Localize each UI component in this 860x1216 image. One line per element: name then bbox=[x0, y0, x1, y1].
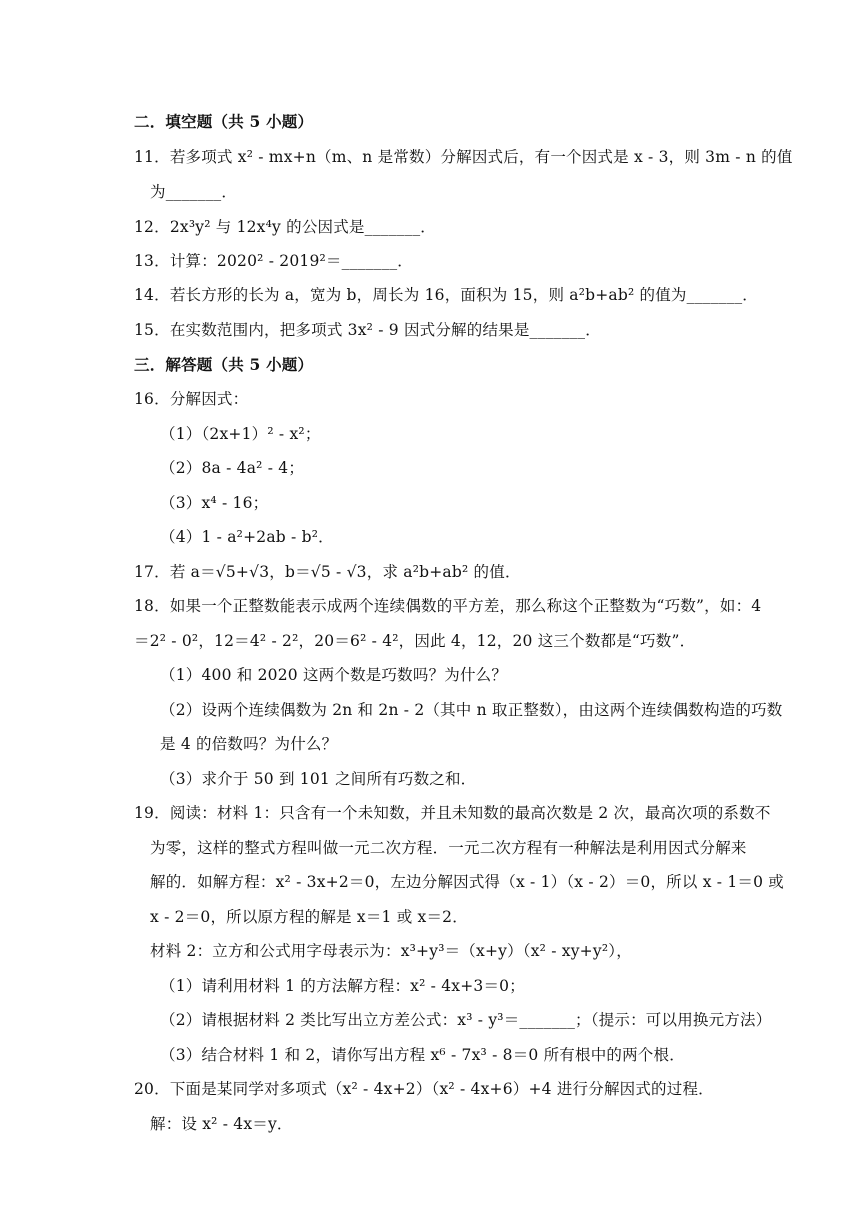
question-12: 12．2x³y² 与 12x⁴y 的公因式是_______． bbox=[134, 218, 436, 236]
question-16: 16．分解因式： bbox=[134, 390, 249, 408]
question-17: 17．若 a＝√5+√3，b＝√5 - √3，求 a²b+ab² 的值． bbox=[134, 563, 521, 581]
question-19-part-1: （1）请利用材料 1 的方法解方程：x² - 4x+3＝0； bbox=[160, 977, 525, 995]
section-heading-answer: 三．解答题（共 5 小题） bbox=[134, 355, 314, 374]
question-18-part-3: （3）求介于 50 到 101 之间所有巧数之和． bbox=[160, 770, 477, 788]
question-14: 14．若长方形的长为 a，宽为 b，周长为 16，面积为 15，则 a²b+ab² 的值为_______． bbox=[134, 286, 758, 304]
question-16-part-1: （1）（2x+1）² - x²； bbox=[160, 425, 321, 443]
question-19-material-2: 材料 2：立方和公式用字母表示为：x³+y³＝（x+y）（x² - xy+y²）， bbox=[150, 942, 632, 960]
question-18-part-1: （1）400 和 2020 这两个数是巧数吗？为什么？ bbox=[160, 666, 508, 684]
question-19-part-2: （2）请根据材料 2 类比写出立方差公式：x³ - y³＝_______；（提示：可以用换元方法） bbox=[160, 1011, 772, 1029]
question-16-part-2: （2）8a - 4a² - 4； bbox=[160, 459, 305, 477]
question-16-part-3: （3）x⁴ - 16； bbox=[160, 494, 269, 512]
question-13: 13．计算：2020² - 2019²＝_______． bbox=[134, 252, 413, 270]
question-18-part-2-cont: 是 4 的倍数吗？为什么？ bbox=[160, 735, 338, 753]
question-11-cont: 为_______． bbox=[150, 183, 238, 201]
question-19-cont-1: 为零，这样的整式方程叫做一元二次方程．一元二次方程有一种解法是利用因式分解来 bbox=[150, 839, 747, 857]
question-20: 20．下面是某同学对多项式（x² - 4x+2）（x² - 4x+6）+4 进行分解因式的过程． bbox=[134, 1080, 714, 1098]
section-heading-fill-blank: 二．填空题（共 5 小题） bbox=[134, 112, 314, 131]
question-19-part-3: （3）结合材料 1 和 2，请你写出方程 x⁶ - 7x³ - 8＝0 所有根中的两个根． bbox=[160, 1046, 685, 1064]
question-15: 15．在实数范围内，把多项式 3x² - 9 因式分解的结果是_______． bbox=[134, 321, 601, 339]
question-19-cont-2: 解的．如解方程：x² - 3x+2＝0，左边分解因式得（x - 1）（x - 2）＝0，所以 x - 1＝0 或 bbox=[150, 873, 784, 891]
question-18: 18．如果一个正整数能表示成两个连续偶数的平方差，那么称这个正整数为“巧数”，如：4 bbox=[134, 597, 762, 615]
question-16-part-4: （4）1 - a²+2ab - b²． bbox=[160, 528, 334, 546]
question-11: 11．若多项式 x² - mx+n（m、n 是常数）分解因式后，有一个因式是 x - 3，则 3m - n 的值 bbox=[134, 148, 793, 166]
question-18-part-2: （2）设两个连续偶数为 2n 和 2n - 2（其中 n 取正整数），由这两个连续偶数构造的巧数 bbox=[160, 701, 783, 719]
question-19-cont-3: x - 2＝0，所以原方程的解是 x＝1 或 x＝2． bbox=[150, 908, 468, 926]
question-18-cont: ＝2² - 0²，12＝4² - 2²，20＝6² - 4²，因此 4，12，20 这三个数都是“巧数”． bbox=[134, 632, 696, 650]
question-19: 19．阅读：材料 1：只含有一个未知数，并且未知数的最高次数是 2 次，最高次项的系数不 bbox=[134, 804, 771, 822]
question-20-solution: 解：设 x² - 4x＝y． bbox=[150, 1115, 293, 1133]
